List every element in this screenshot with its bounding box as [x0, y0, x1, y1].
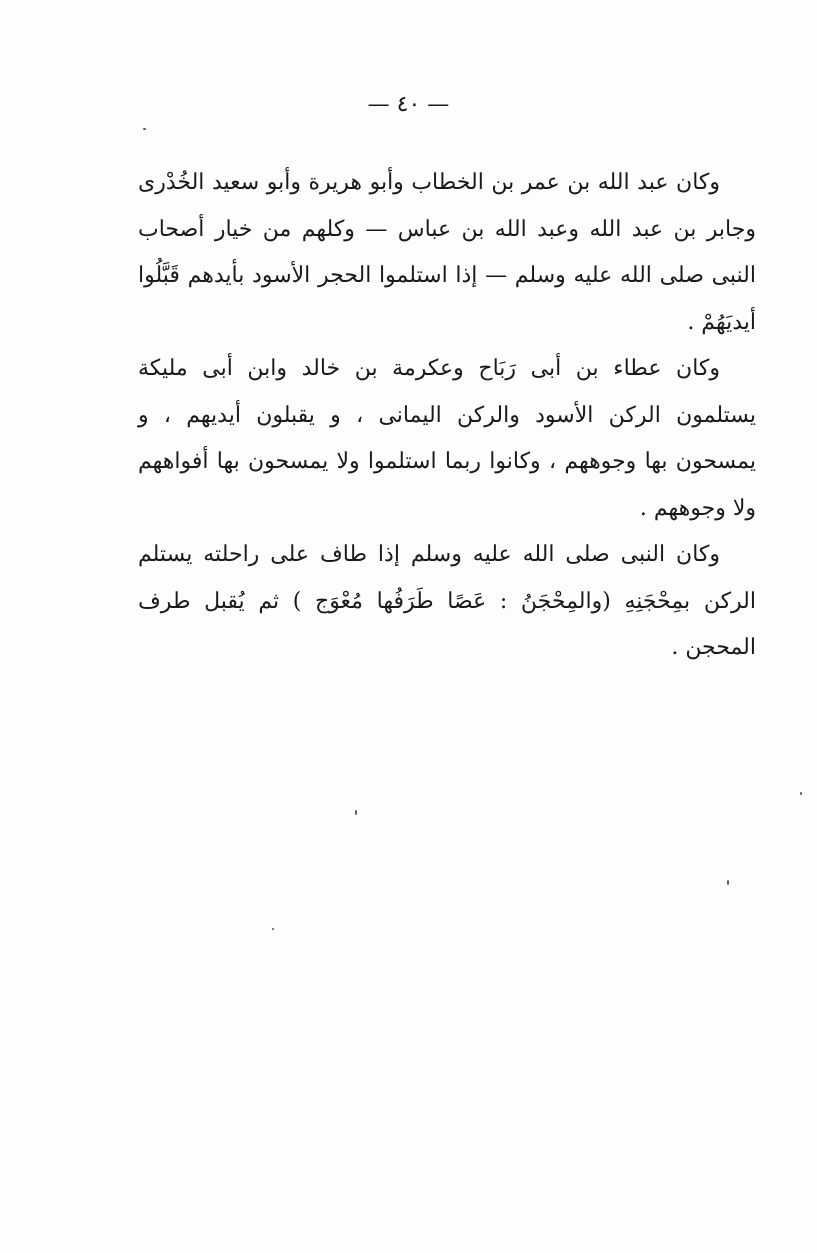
paper-speck: [727, 880, 729, 885]
paper-speck: [800, 792, 802, 795]
page-number: — ٤٠ —: [367, 92, 450, 117]
paper-speck: [355, 810, 357, 815]
body-text: [138, 160, 756, 672]
paper-speck: [272, 928, 274, 930]
paragraph-3: وكان النبى صلى الله عليه وسلم إذا طاف على راحلته يستلم الركن بمِحْجَنِهِ (والمِحْجَنُ : عَصًا طَرَفُها مُعْوَج ) ثم يُقبل طرف المحجن .: [138, 542, 756, 660]
paper-speck: [143, 128, 146, 130]
paragraph-1: وكان عبد الله بن عمر بن الخطاب وأبو هريرة وأبو سعيد الخُدْرى وجابر بن عبد الله وعبد الله بن عباس — وكلهم من خيار أصحاب النبى صلى الله عليه وسلم — إذا استلموا الحجر الأسود بأيدهم قَبَّلُوا أيديَهُمْ .: [138, 170, 756, 335]
paragraph-2: وكان عطاء بن أبى رَبَاح وعكرمة بن خالد وابن أبى مليكة يستلمون الركن الأسود والركن اليمانى ، و يقبلون أيديهم ، و يمسحون بها وجوههم ، وكانوا ربما استلموا ولا يمسحون بها أفواههم ولا وجوههم .: [138, 356, 756, 521]
